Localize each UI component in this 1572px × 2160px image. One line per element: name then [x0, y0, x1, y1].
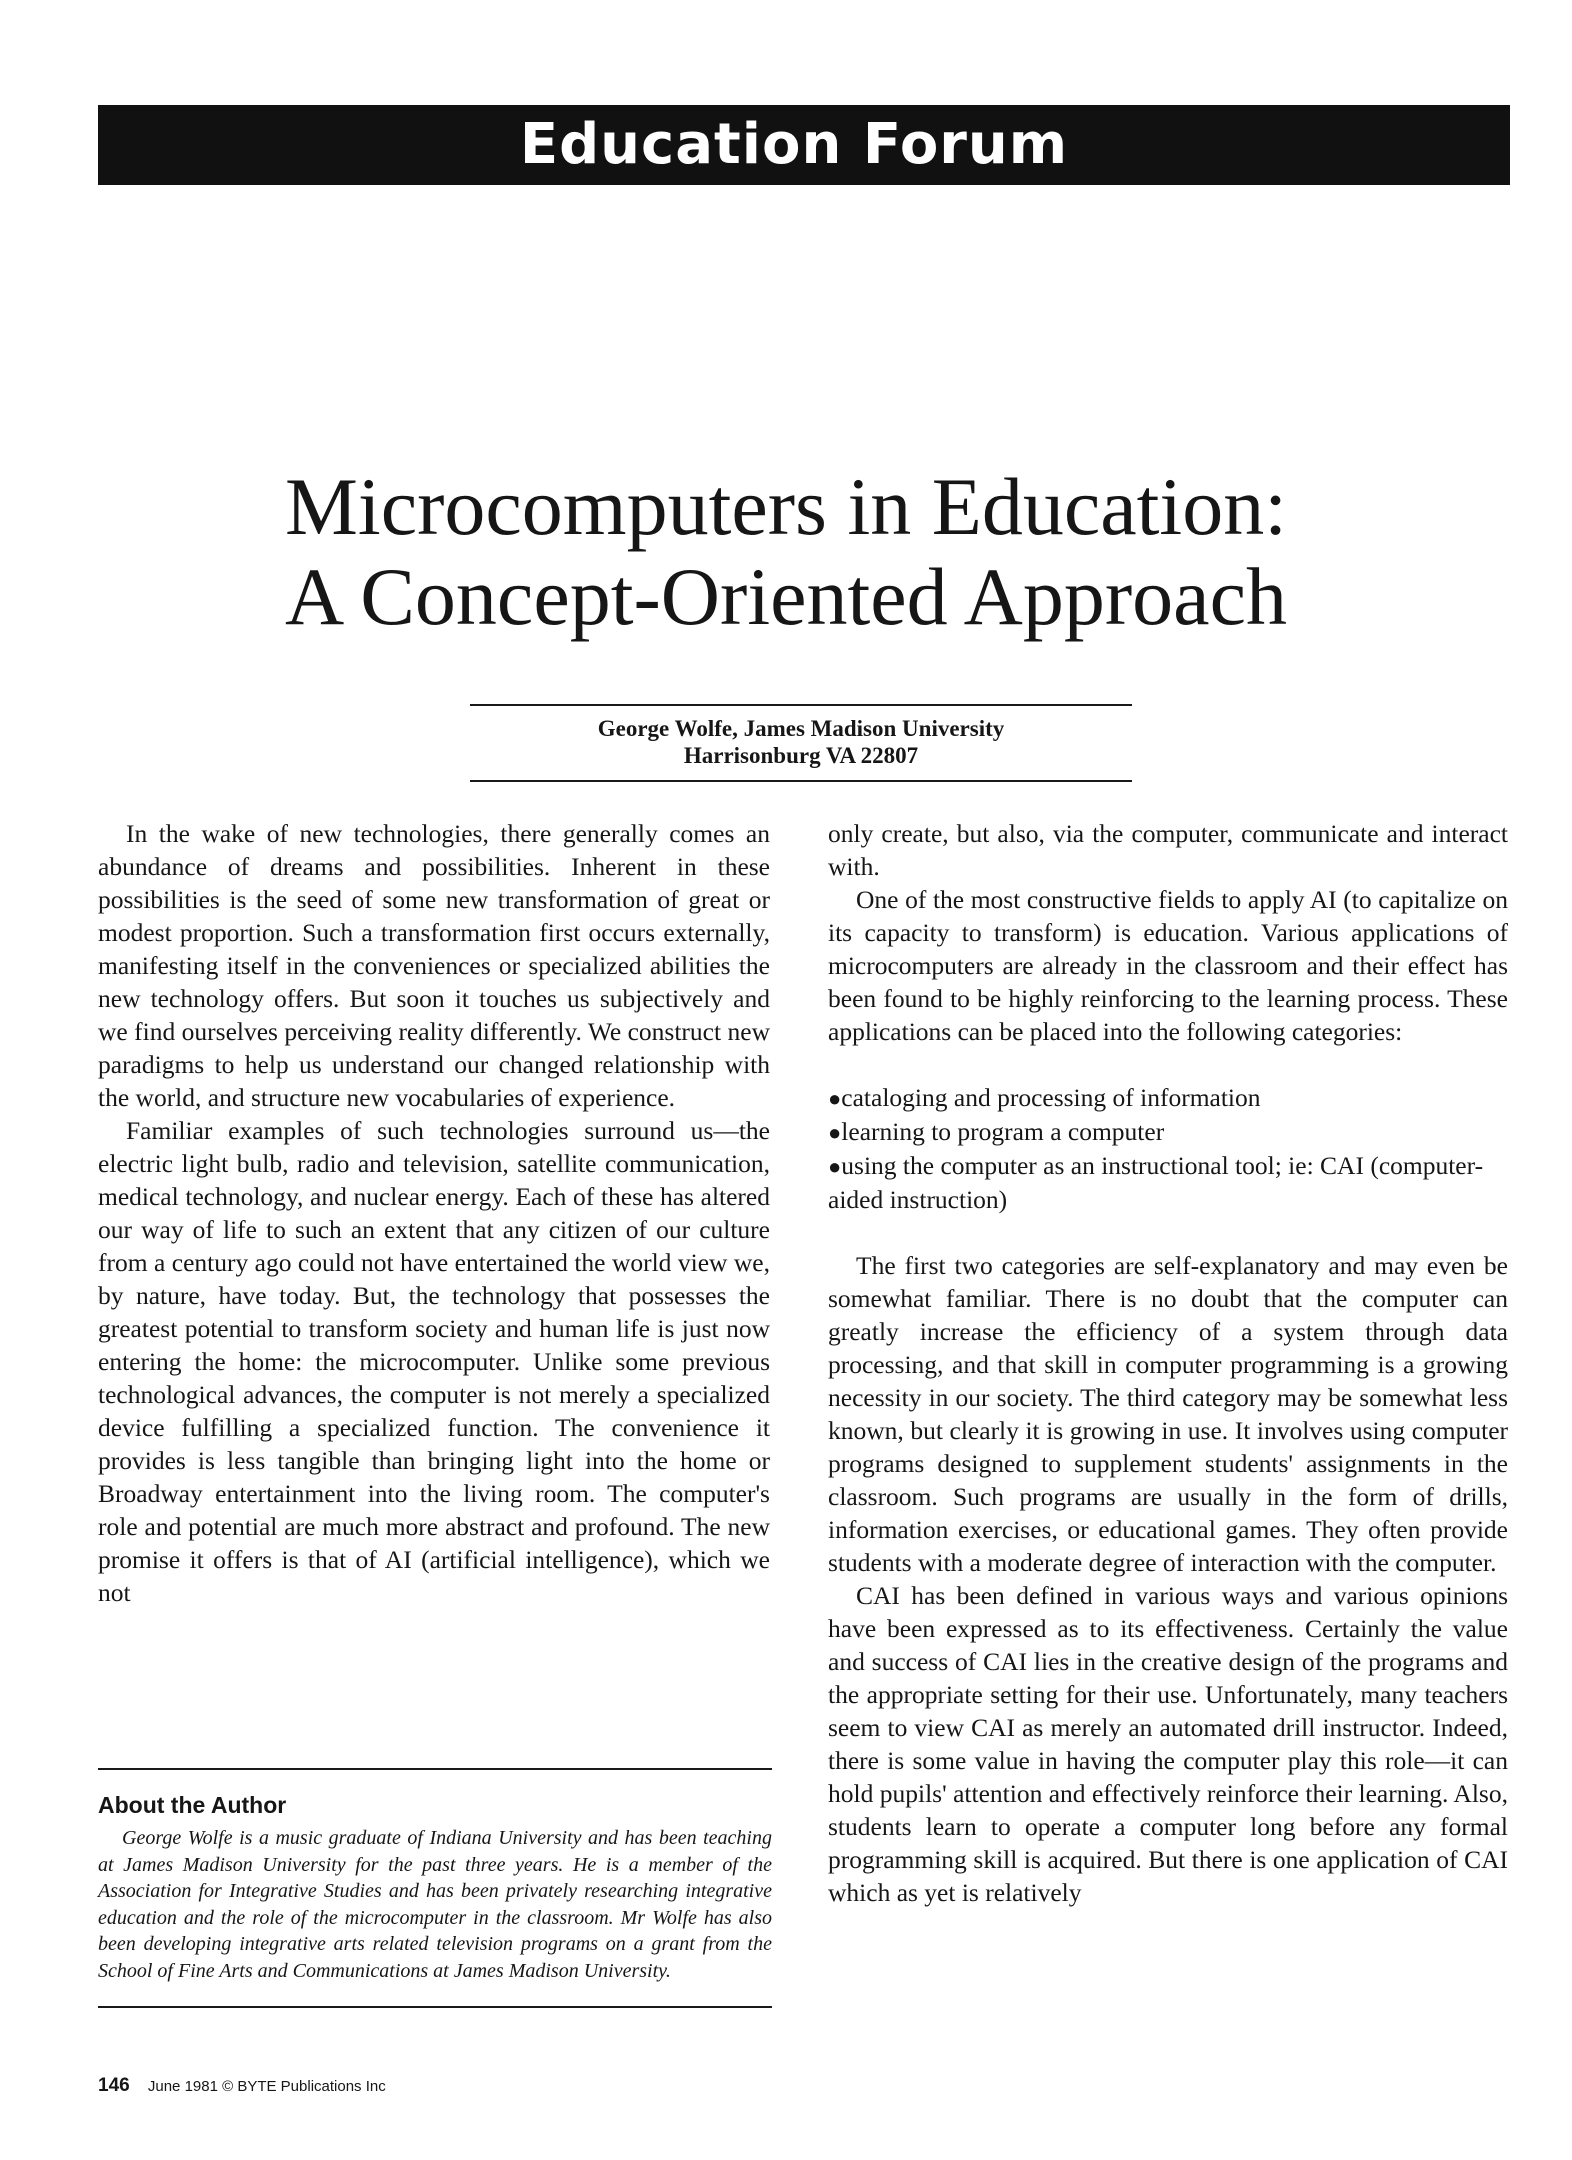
list-item-text: using the computer as an instructional tool; ie: CAI (computer-aided instruction)	[828, 1151, 1484, 1214]
paragraph: Familiar examples of such technologies surround us—the electric light bulb, radio and television, satellite communication, medical technology, and nuclear energy. Each of these has altered our way of life to such an extent that any citizen of our culture from a century ago could not have entertained the world view we, by nature, have today. But, the technology that possesses the greatest potential to transform society and human life is just now entering the home: the microcomputer. Unlike some previous technological advances, the computer is not merely a specialized device fulfilling a specialized function. The convenience it provides is less tangible than bringing light into the home or Broadway entertainment into the living room. The computer's role and potential are much more abstract and profound. The new promise it offers is that of AI (artificial intelligence), which we not	[98, 1116, 770, 1607]
byline	[470, 704, 1132, 782]
list-item	[828, 1081, 1508, 1115]
author-line: George Wolfe, James Madison University	[597, 716, 1005, 741]
about-body: George Wolfe is a music graduate of Indiana University and has been teaching at James Madison University for the past three years. He is a member of the Association for Integrative Studies and has been privately researching integrative education and the role of the microcomputer in the classroom. Mr Wolfe has also been developing integrative arts related television programs on a grant from the School of Fine Arts and Communications at James Madison University.	[98, 1827, 772, 1982]
list-item-text: learning to program a computer	[841, 1117, 1165, 1146]
about-the-author-box	[98, 1768, 772, 2008]
paragraph: The first two categories are self-explanatory and may even be somewhat familiar. There is no doubt that the computer can greatly increase the efficiency of a system through data processing, and that skill in computer programming is a growing necessity in our society. The third category may be somewhat less known, but clearly it is growing in use. It involves using computer programs designed to supplement students' assignments in the classroom. Such programs are usually in the form of drills, information exercises, or educational games. They often provide students with a moderate degree of interaction with the computer.	[828, 1251, 1508, 1577]
about-heading: About the Author	[98, 1792, 287, 1818]
paragraph: In the wake of new technologies, there generally comes an abundance of dreams and possibilities. Inherent in these possibilities is the seed of some new transformation of great or modest proportion. Such a transformation first occurs externally, manifesting itself in the conveniences or specialized abilities the new technology offers. But soon it touches us subjectively and we find ourselves perceiving reality differently. We construct new paradigms to help us understand our changed relationship with the world, and structure new vocabularies of experience.	[98, 819, 770, 1112]
list-item	[828, 1115, 1508, 1149]
paragraph: only create, but also, via the computer, communicate and interact with.	[828, 819, 1508, 881]
bullet-icon: ●	[828, 1154, 842, 1179]
list-item-text: cataloging and processing of information	[841, 1083, 1261, 1112]
category-list	[828, 1081, 1508, 1216]
list-item	[828, 1149, 1508, 1216]
bullet-icon: ●	[828, 1086, 842, 1111]
title-line-1: Microcomputers in Education:	[285, 461, 1287, 552]
bullet-icon: ●	[828, 1120, 842, 1145]
paragraph: One of the most constructive fields to apply AI (to capitalize on its capacity to transform) is education. Various applications of microcomputers are already in the classroom and their effect has been found to be highly reinforcing to the learning process. These applications can be placed into the following categories:	[828, 885, 1508, 1046]
page-number: 146	[98, 2075, 130, 2096]
page-footer	[98, 2074, 386, 2099]
article-title	[160, 462, 1412, 642]
left-column	[98, 817, 770, 1609]
paragraph: CAI has been defined in various ways and various opinions have been expressed as to its effectiveness. Certainly the value and success of CAI lies in the creative design of the programs and the appropriate setting for their use. Unfortunately, many teachers seem to view CAI as merely an automated drill instructor. Indeed, there is some value in having the computer play this role—it can hold pupils' attention and effectively reinforce their learning. Also, students learn to operate a computer long before any formal programming skill is acquired. But there is one application of CAI which as yet is relatively	[828, 1581, 1508, 1907]
address-line: Harrisonburg VA 22807	[683, 743, 919, 768]
publication-credit: June 1981 © BYTE Publications Inc	[147, 2078, 386, 2095]
right-column	[828, 817, 1508, 1909]
section-banner: Education Forum	[98, 105, 1510, 185]
title-line-2: A Concept-Oriented Approach	[285, 551, 1287, 642]
